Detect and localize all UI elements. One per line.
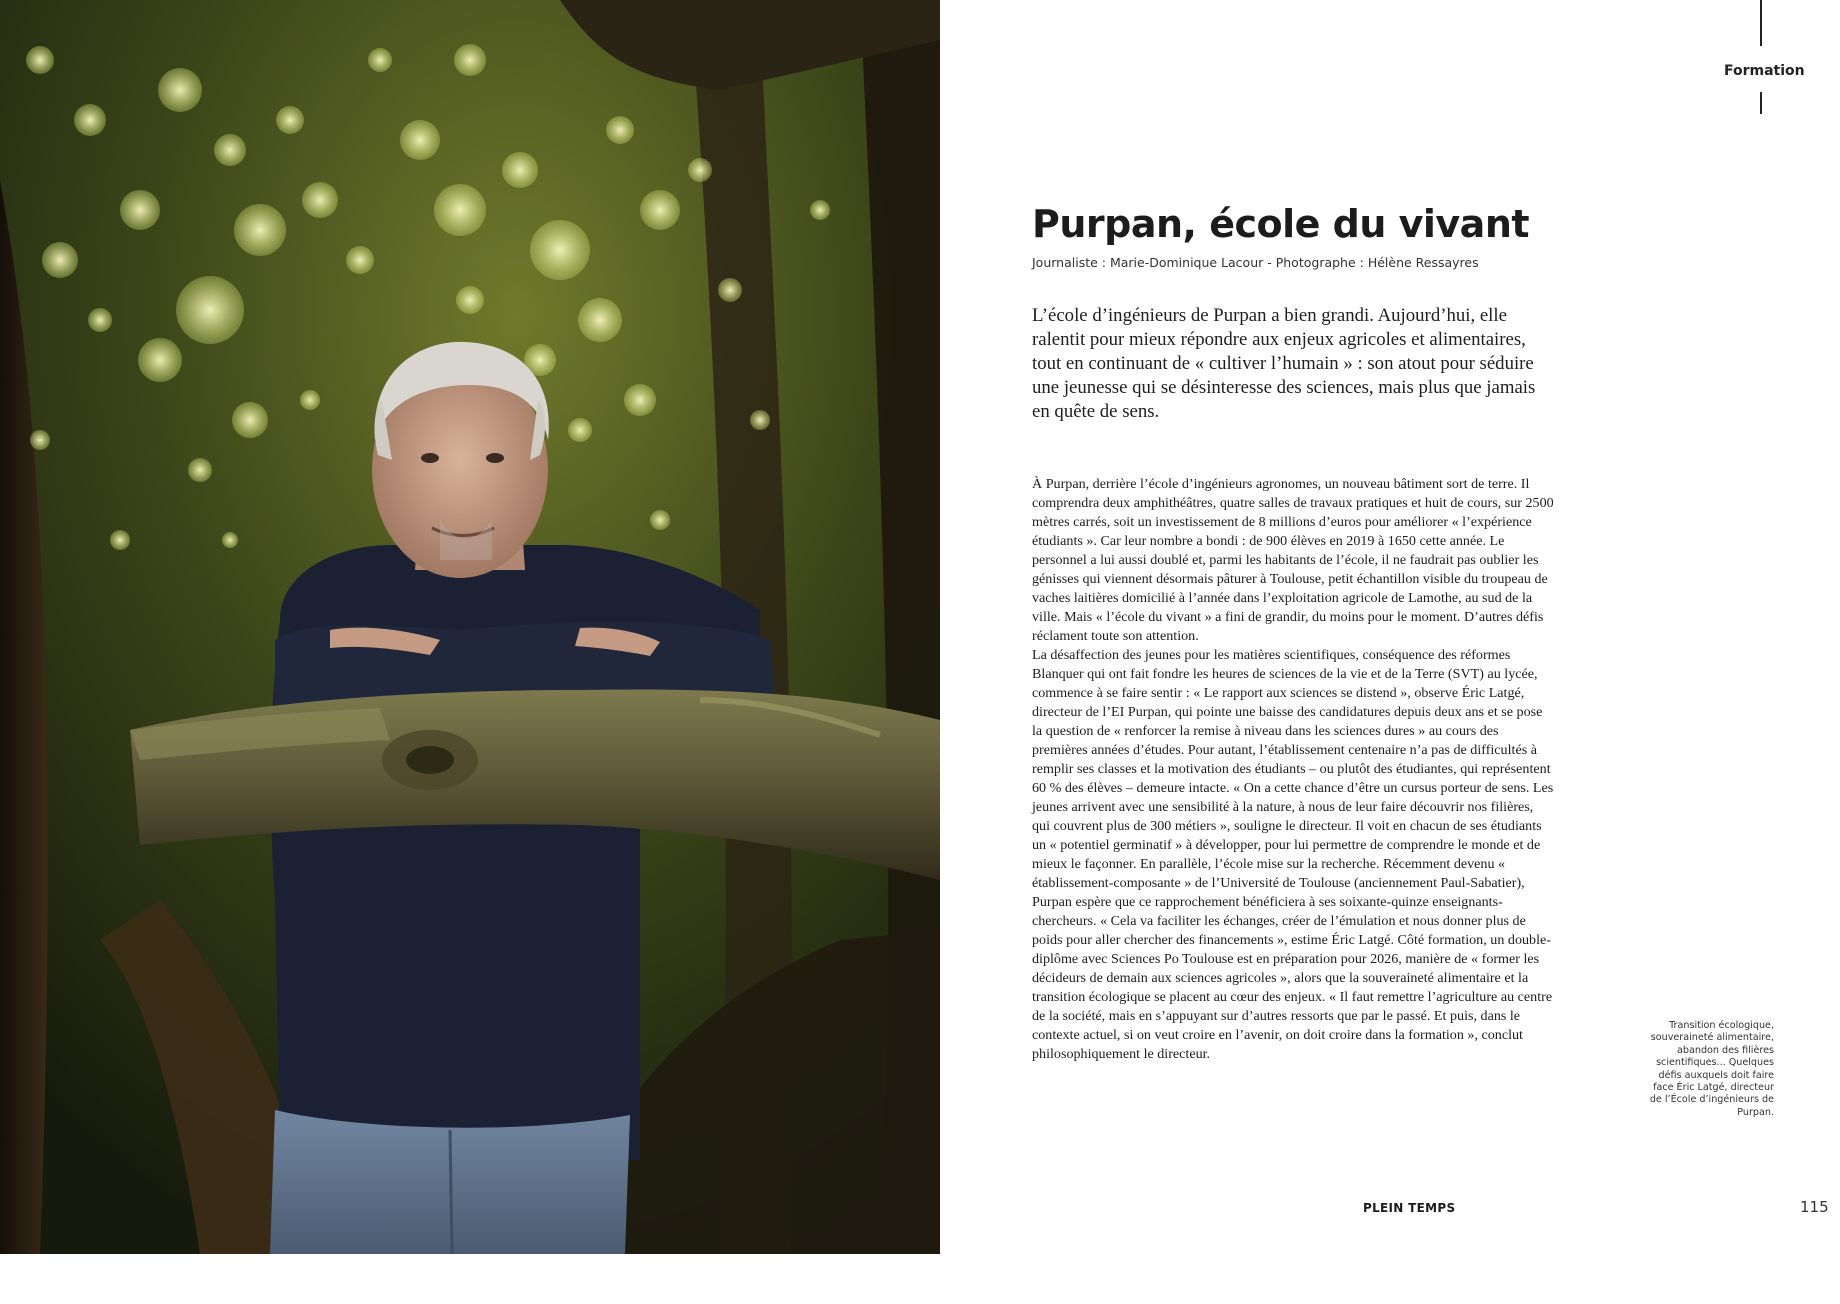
article-body [1032, 475, 1554, 1064]
article-byline: Journaliste : Marie-Dominique Lacour - Photographe : Hélène Ressayres [1032, 255, 1479, 270]
article-lede: L’école d’ingénieurs de Purpan a bien grandi. Aujourd’hui, elle ralentit pour mieux répondre aux enjeux agricoles et alimentaires, tout en continuant de « cultiver l’humain » : son atout pour séduire une jeunesse qui se désinteresse des sciences, mais plus que jamais en quête de sens. [1032, 305, 1536, 422]
body-paragraph: La désaffection des jeunes pour les matières scientifiques, conséquence des réformes Blanquer qui ont fait fondre les heures de sciences de la vie et de la Terre (SVT) au lycée, commence à se faire sentir : « Le rapport aux sciences se distend », observe Éric Latgé, directeur de l’EI Purpan, qui pointe une baisse des candidatures depuis deux ans et se pose la question de « renforcer la remise à niveau dans les sciences dures » au cours des premières années d’études. Pour autant, l’établissement centenaire n’a pas de difficultés à remplir ses classes et la motivation des étudiants – ou plutôt des étudiantes, qui représentent 60 % des élèves – demeure intacte. « On a cette chance d’être un cursus porteur de sens. Les jeunes arrivent avec une sensibilité à la nature, à nous de leur faire découvrir nos filières, qui couvrent plus de 300 métiers », souligne le directeur. Il voit en chacun de ses étudiants un « potentiel germinatif » à développer, pour lui permettre de comprendre le monde et de mieux le façonner. En parallèle, l’école mise sur la recherche. Récemment devenu « établissement-composante » de l’Université de Toulouse (anciennement Paul-Sabatier), Purpan espère que ce rapprochement bénéficiera à ses soixante-quinze enseignants-chercheurs. « Cela va faciliter les échanges, créer de l’émulation et nous donner plus de poids pour aller chercher des financements », estime Éric Latgé. Côté formation, un double-diplôme avec Sciences Po Toulouse est en préparation pour 2026, manière de « former les décideurs de demain aux sciences agricoles », alors que la souveraineté alimentaire et la transition écologique se placent au cœur des enjeux. « Il faut remettre l’agriculture au centre de la société, mais en s’appuyant sur d’autres ressorts que par le passé. Et puis, dans le contexte actuel, si on veut croire en l’avenir, on doit croire dans la formation », conclut philosophiquement le directeur. [1032, 647, 1554, 1062]
section-rule-bottom [1760, 92, 1762, 114]
photo-caption: Transition écologique, souveraineté alimentaire, abandon des filières scientifiques... Quelques défis auxquels doit faire face Éric Latgé, directeur de l’École d’ingénieurs de Purpan. [1649, 1020, 1774, 1118]
body-paragraph: À Purpan, derrière l’école d’ingénieurs agronomes, un nouveau bâtiment sort de terre. Il comprendra deux amphithéâtres, quatre salles de travaux pratiques et huit de cours, sur 2500 mètres carrés, soit un investissement de 8 millions d’euros pour améliorer « l’expérience étudiants ». Car leur nombre a bondi : de 900 élèves en 2019 à 1650 cette année. Le personnel a lui aussi doublé et, parmi les habitants de l’école, il ne faudrait pas oublier les génisses qui viennent désormais pâturer à Toulouse, petit échantillon visible du troupeau de vaches laitières domicilié à l’année dans l’exploitation agricole de Lamothe, au sud de la ville. Mais « l’école du vivant » a fini de grandir, du moins pour le moment. D’autres défis réclament toute son attention. [1032, 476, 1554, 644]
portrait-photo [0, 0, 940, 1254]
section-rule-top [1760, 0, 1762, 46]
magazine-name: PLEIN TEMPS [1363, 1201, 1456, 1215]
section-label: Formation [1724, 63, 1805, 79]
page-number: 115 [1800, 1198, 1829, 1216]
article-title: Purpan, école du vivant [1032, 202, 1530, 246]
